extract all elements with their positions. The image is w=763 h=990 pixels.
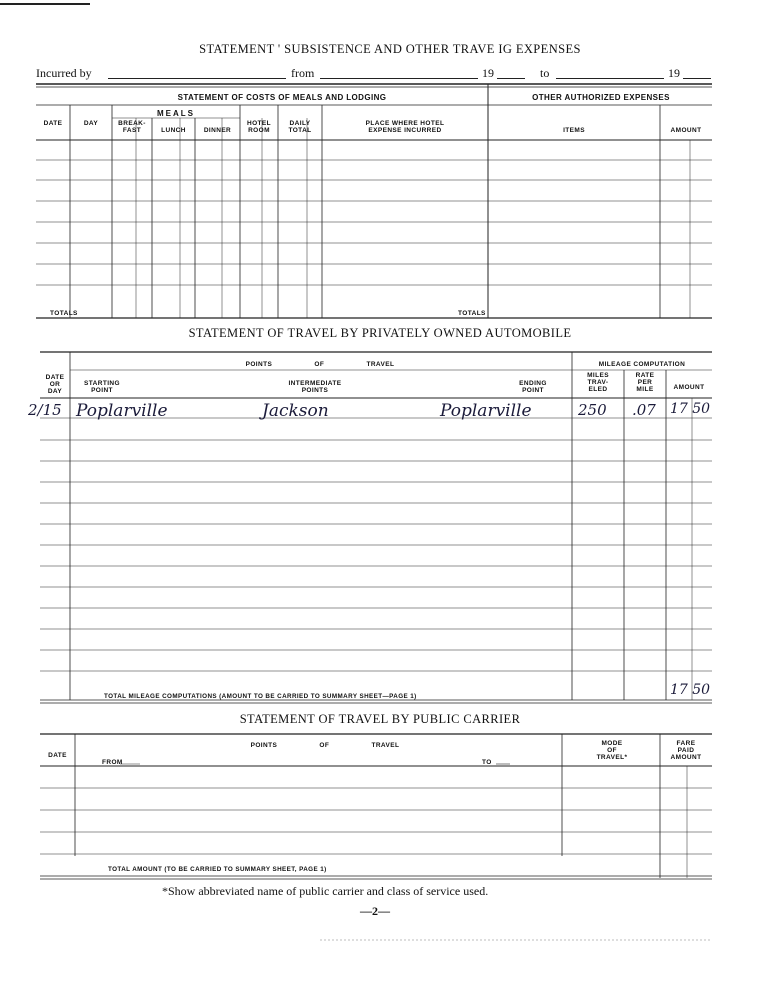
col-day: DAY [83,120,99,127]
auto-travel-heading: STATEMENT OF TRAVEL BY PRIVATELY OWNED AUTOMOBILE [188,326,572,340]
col-breakfast: BREAK- FAST [118,120,146,134]
page-number: —2— [360,904,390,918]
mileage-computation-label: MILEAGE COMPUTATION [598,361,686,368]
auto-col-starting: STARTING POINT [84,380,120,394]
auto-row-amount[interactable]: 17 50 [670,401,711,417]
col-place: PLACE WHERE HOTEL EXPENSE INCURRED [365,120,445,134]
from-label: from [291,66,315,80]
auto-row-starting[interactable]: Poplarville [76,401,168,421]
auto-row-rate[interactable]: .07 [632,401,656,419]
carrier-col-fare: FARE PAID AMOUNT [670,740,702,761]
year-from-label: 19 [482,66,494,80]
carrier-points-label: POINTS OF TRAVEL [250,742,400,749]
auto-col-ending: ENDING POINT [519,380,547,394]
other-expenses-heading: OTHER AUTHORIZED EXPENSES [532,93,670,102]
auto-row-date[interactable]: 2/15 [28,401,62,419]
carrier-from-label: FROM [102,759,123,766]
carrier-total-label: TOTAL AMOUNT (TO BE CARRIED TO SUMMARY SHEET, PAGE 1) [108,866,327,873]
col-dinner: DINNER [203,127,232,134]
col-date: DATE [43,120,63,127]
auto-col-date: DATE OR DAY [45,374,65,395]
meals-lodging-heading: STATEMENT OF COSTS OF MEALS AND LODGING [177,93,387,102]
footnote: *Show abbreviated name of public carrier and class of service used. [162,884,489,898]
auto-col-intermediate: INTERMEDIATE POINTS [288,380,342,394]
col-daily-total: DAILY TOTAL [288,120,312,134]
public-carrier-heading: STATEMENT OF TRAVEL BY PUBLIC CARRIER [239,712,521,726]
form-title: STATEMENT ' SUBSISTENCE AND OTHER TRAVE IG EXPENSES [199,42,581,56]
auto-points-label: POINTS OF TRAVEL [245,361,395,368]
carrier-to-label: TO [482,759,492,766]
auto-row-ending[interactable]: Poplarville [440,401,532,421]
col-amount: AMOUNT [670,127,702,134]
carrier-col-mode: MODE OF TRAVEL* [596,740,628,761]
auto-col-miles: MILES TRAV- ELED [587,372,609,393]
incurred-by-label: Incurred by [36,66,92,80]
carrier-col-date: DATE [48,752,67,759]
col-items: ITEMS [563,127,585,134]
auto-col-rate: RATE PER MILE [635,372,655,393]
year-to-label: 19 [668,66,680,80]
auto-row-intermediate[interactable]: Jackson [262,401,329,421]
total-mileage-amount[interactable]: 17 50 [670,682,711,698]
auto-col-amount: AMOUNT [673,384,705,391]
col-lunch: LUNCH [161,127,186,134]
total-mileage-label: TOTAL MILEAGE COMPUTATIONS (AMOUNT TO BE CARRIED TO SUMMARY SHEET—PAGE 1) [104,693,417,700]
to-label: to [540,66,550,80]
col-hotel-room: HOTEL ROOM [246,120,272,134]
totals-left-label: TOTALS [50,310,78,317]
auto-row-miles[interactable]: 250 [578,401,607,419]
meals-group-label: MEALS [157,109,195,118]
totals-right-label: TOTALS [458,310,486,317]
